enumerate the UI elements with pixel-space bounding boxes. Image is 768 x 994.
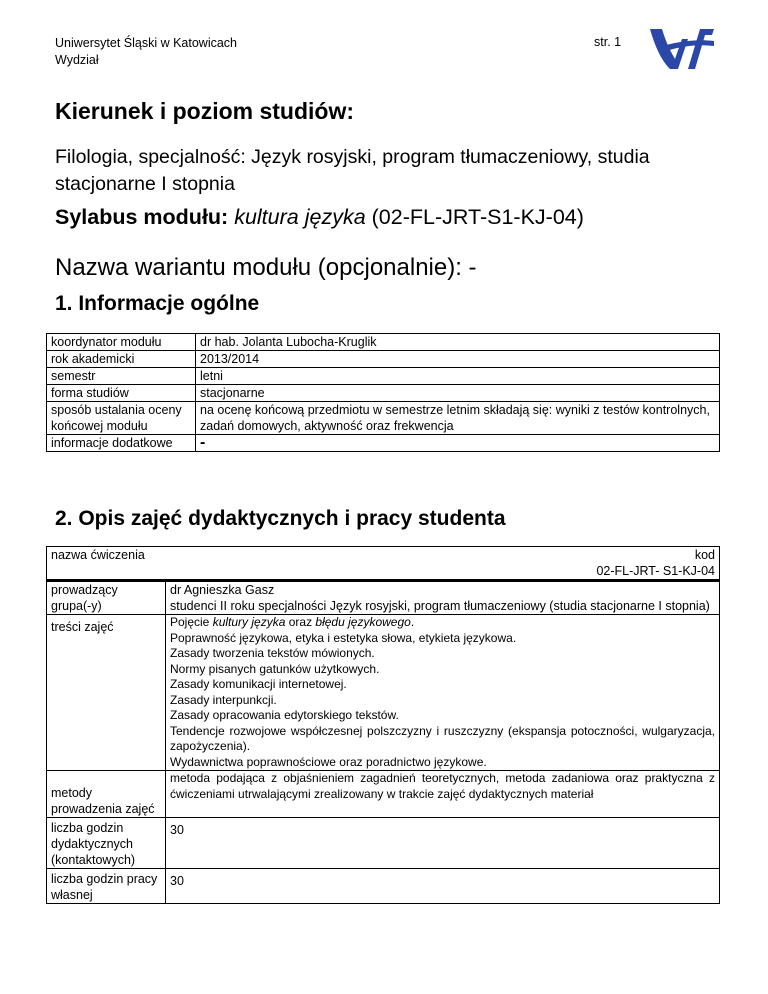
row-value: dr hab. Jolanta Lubocha-Kruglik: [196, 334, 720, 351]
methods-label: metody prowadzenia zajęć: [47, 771, 166, 818]
row-label: rok akademicki: [47, 351, 196, 368]
table-row: [47, 435, 720, 452]
code-label: kod: [694, 548, 715, 562]
lecturer-label: [47, 581, 166, 615]
faculty-name: Wydział: [55, 53, 99, 67]
course-description-table: [46, 546, 720, 904]
dash-value: -: [200, 434, 206, 451]
row-label: sposób ustalania oceny końcowej modułu: [47, 402, 196, 435]
row-value: na ocenę końcową przedmiotu w semestrze letnim składają się: wyniki z testów kontrolnych, zadań domowych, aktywność oraz frekwencja: [196, 402, 720, 435]
row-label: informacje dodatkowe: [47, 435, 196, 452]
content-line: Tendencje rozwojowe współczesnej polszczyzny i ruszczyzny (ekspansja potoczności, wulgaryzacja, zapożyczenia).: [170, 723, 715, 753]
content-line: Normy pisanych gatunków użytkowych.: [170, 661, 380, 676]
table-row: [47, 771, 720, 818]
row-label: semestr: [47, 368, 196, 385]
content-line: Zasady opracowania edytorskiego tekstów.: [170, 708, 399, 722]
table-row: [47, 581, 720, 615]
methods-value: metoda podająca z objaśnieniem zagadnień teoretycznych, metoda zadaniowa oraz praktyczna z ćwiczeniami utrwalającymi zrealizowany w trakcie zajęć dydaktycznych materiał: [166, 771, 720, 818]
syllabus-title: [55, 205, 584, 230]
table-row: [47, 818, 720, 869]
variant-line: Nazwa wariantu modułu (opcjonalnie): -: [55, 254, 477, 281]
row-value: stacjonarne: [196, 385, 720, 402]
lecturer-value: dr Agnieszka Gasz: [170, 583, 275, 597]
table-row: [47, 368, 720, 385]
program-description: Filologia, specjalność: Język rosyjski, program tłumaczeniowy, studia stacjonarne I stopnia: [55, 146, 650, 195]
module-name: kultura języka: [234, 205, 366, 229]
hours-contact-label: liczba godzin dydaktycznych (kontaktowych): [47, 818, 166, 869]
header-university: [55, 35, 237, 69]
code-cell: [166, 547, 720, 581]
table-row: [47, 402, 720, 435]
content-line: Zasady tworzenia tekstów mówionych.: [170, 646, 375, 660]
university-name: Uniwersytet Śląski w Katowicach: [55, 36, 238, 50]
table-row: [47, 869, 720, 904]
content-line: Zasady komunikacji internetowej.: [170, 677, 347, 691]
table-row: [47, 385, 720, 402]
content-line: Wydawnictwa poprawnościowe oraz poradnictwo językowe.: [170, 754, 487, 769]
content-cell: [166, 615, 720, 771]
syllabus-label: Sylabus modułu:: [55, 205, 229, 229]
code-value: 02-FL-JRT- S1-KJ-04: [596, 564, 715, 578]
general-info-table: [46, 333, 720, 452]
lecturer-group-cell: [166, 581, 720, 615]
group-label: grupa(-y): [51, 599, 102, 613]
table-row: [47, 615, 720, 771]
table-row: [47, 334, 720, 351]
row-value: 2013/2014: [196, 351, 720, 368]
hours-contact-value: 30: [166, 818, 720, 869]
content-line: Pojęcie kultury języka oraz błędu językowego.: [170, 615, 415, 629]
row-label: koordynator modułu: [47, 334, 196, 351]
content-line: Poprawność językowa, etyka i estetyka słowa, etykieta językowa.: [170, 630, 517, 645]
section-1-heading: 1. Informacje ogólne: [55, 292, 260, 315]
module-code: (02-FL-JRT-S1-KJ-04): [371, 205, 584, 229]
group-value: studenci II roku specjalności Język rosyjski, program tłumaczeniowy (studia stacjonarne I stopnia): [170, 599, 710, 613]
row-label: forma studiów: [47, 385, 196, 402]
row-value: letni: [196, 368, 720, 385]
hours-own-label: liczba godzin pracy własnej: [47, 869, 166, 904]
section-2-heading: 2. Opis zajęć dydaktycznych i pracy studenta: [55, 507, 506, 530]
row-value: [196, 435, 720, 452]
lecturer-label-text: prowadzący: [51, 583, 118, 597]
table-row: [47, 351, 720, 368]
name-label: nazwa ćwiczenia: [47, 547, 166, 581]
page-number: str. 1: [594, 35, 622, 49]
hours-own-value: 30: [166, 869, 720, 904]
university-logo: [648, 25, 716, 73]
content-label: treści zajęć: [47, 615, 166, 771]
table-row: [47, 547, 720, 581]
content-line: Zasady interpunkcji.: [170, 692, 277, 707]
page-title: Kierunek i poziom studiów:: [55, 98, 355, 124]
